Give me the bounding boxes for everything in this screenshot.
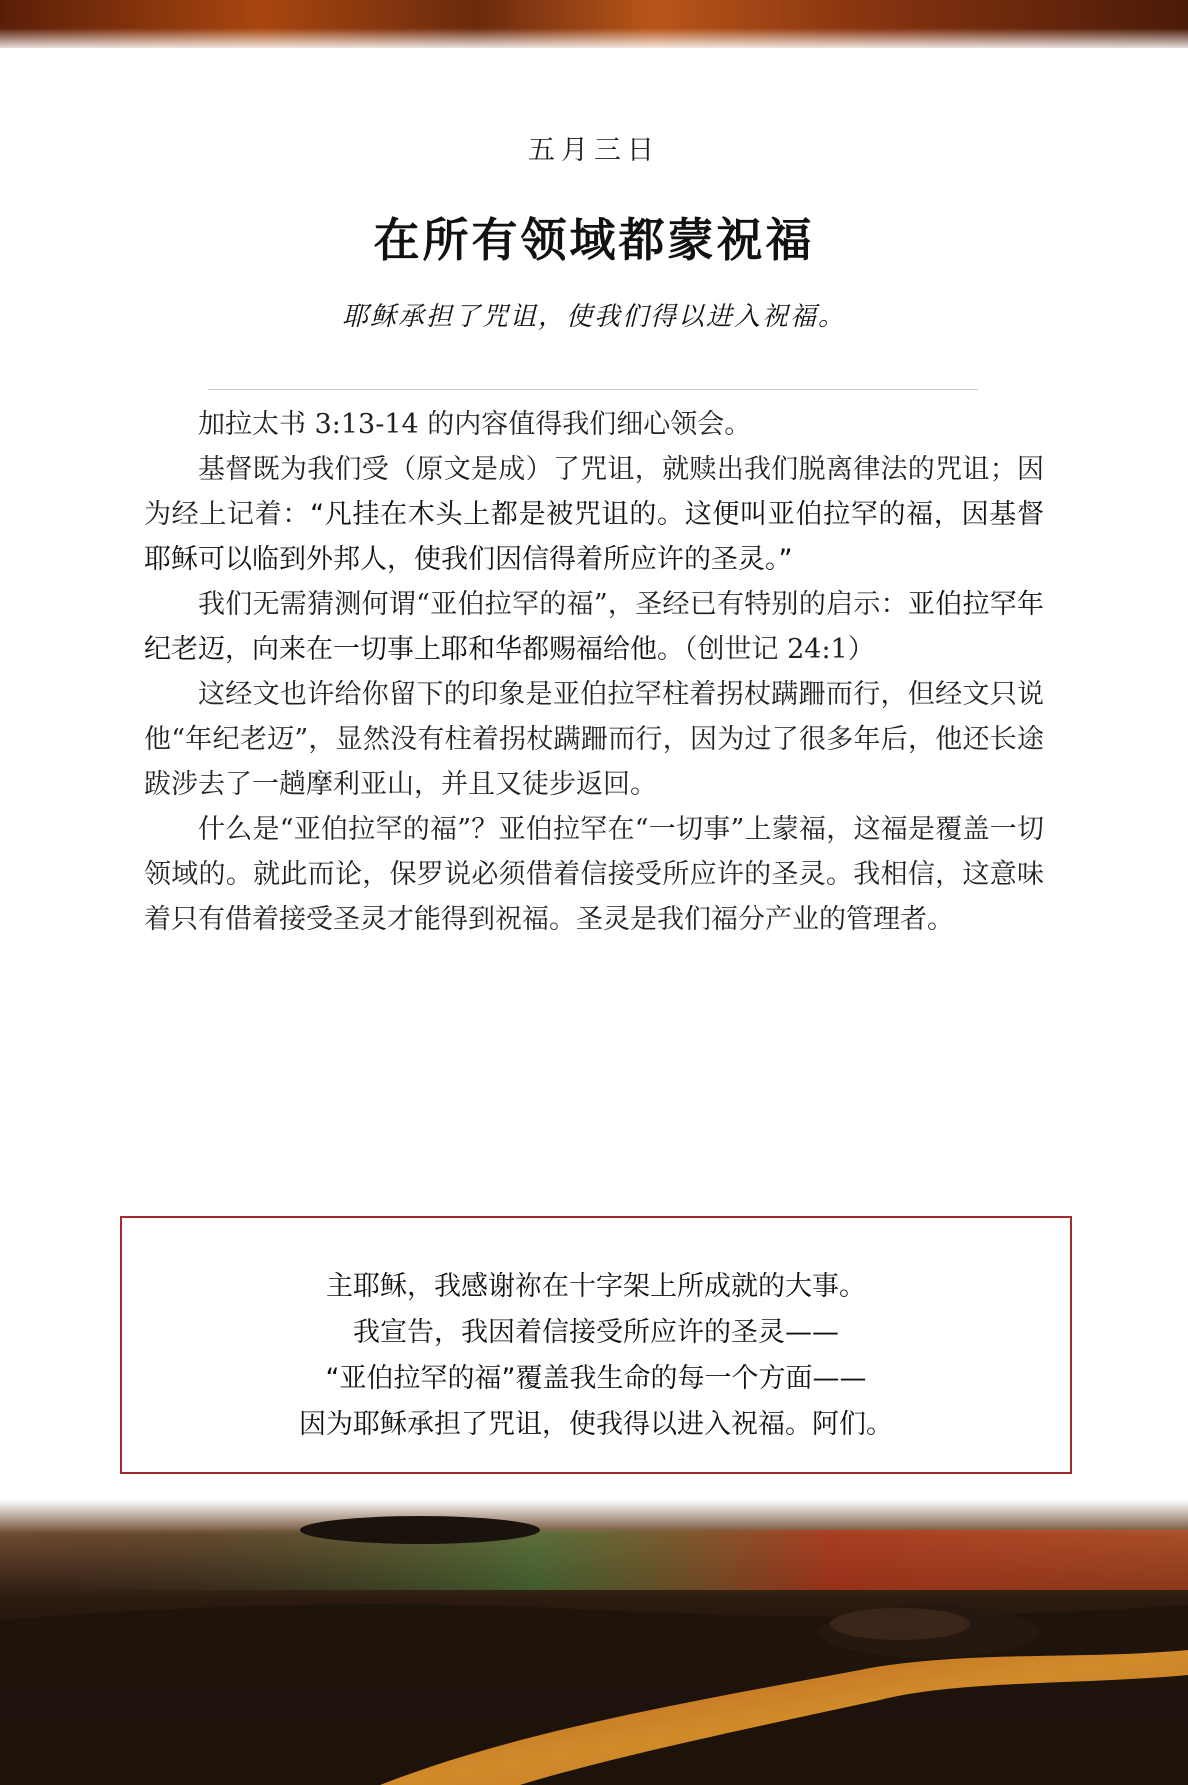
prayer-line-2: 我宣告，我因着信接受所应许的圣灵——: [353, 1317, 839, 1348]
paragraph-4: 这经文也许给你留下的印象是亚伯拉罕柱着拐杖蹒跚而行，但经文只说他“年纪老迈”，显然没有柱着拐杖蹒跚而行，因为过了很多年后，他还长途跋涉去了一趟摩利亚山，并且又徒步返回。: [144, 679, 1044, 800]
scripture-quote-genesis: 亚伯拉罕年纪老迈，向来在一切事上耶和华都赐福给他。: [144, 589, 1045, 665]
scripture-quote: “凡挂在木头上都是被咒诅的。这便叫亚伯拉罕的福，因基督耶稣可以临到外邦人，使我们因信得着所应许的圣灵。”: [144, 499, 1044, 575]
paragraph-3: [144, 582, 1044, 672]
prayer-line-3: “亚伯拉罕的福”覆盖我生命的每一个方面——: [325, 1363, 867, 1394]
paragraph-5: 什么是“亚伯拉罕的福”？亚伯拉罕在“一切事”上蒙福，这福是覆盖一切领域的。就此而论，保罗说必须借着信接受所应许的圣灵。我相信，这意味着只有借着接受圣灵才能得到祝福。圣灵是我们福分产业的管理者。: [144, 814, 1044, 935]
divider: [208, 389, 978, 390]
paragraph-2: [144, 447, 1044, 582]
paragraph-1: 加拉太书 3:13-14 的内容值得我们细心领会。: [198, 409, 752, 440]
page-date: 五月三日: [528, 135, 660, 166]
top-banner-image: [0, 0, 1188, 48]
scripture-reference: （创世记 24:1）: [684, 634, 875, 665]
prayer-line-4: 因为耶稣承担了咒诅，使我得以进入祝福。阿们。: [299, 1409, 893, 1440]
paragraph-3-text: 我们无需猜测何谓“亚伯拉罕的福”，圣经已有特别的启示：: [198, 589, 908, 620]
page-title: 在所有领域都蒙祝福: [373, 213, 815, 267]
page-subtitle: 耶稣承担了咒诅，使我们得以进入祝福。: [341, 302, 846, 332]
prayer-text: [122, 1264, 1070, 1448]
prayer-line-1: 主耶稣，我感谢祢在十字架上所成就的大事。: [326, 1271, 866, 1302]
bottom-landscape-image: [0, 1500, 1188, 1785]
body-text: [144, 402, 1044, 942]
prayer-box: [120, 1216, 1072, 1474]
paragraph-2-text: 基督既为我们受（原文是成）了咒诅，就赎出我们脱离律法的咒诅；因为经上记着：: [144, 454, 1044, 530]
